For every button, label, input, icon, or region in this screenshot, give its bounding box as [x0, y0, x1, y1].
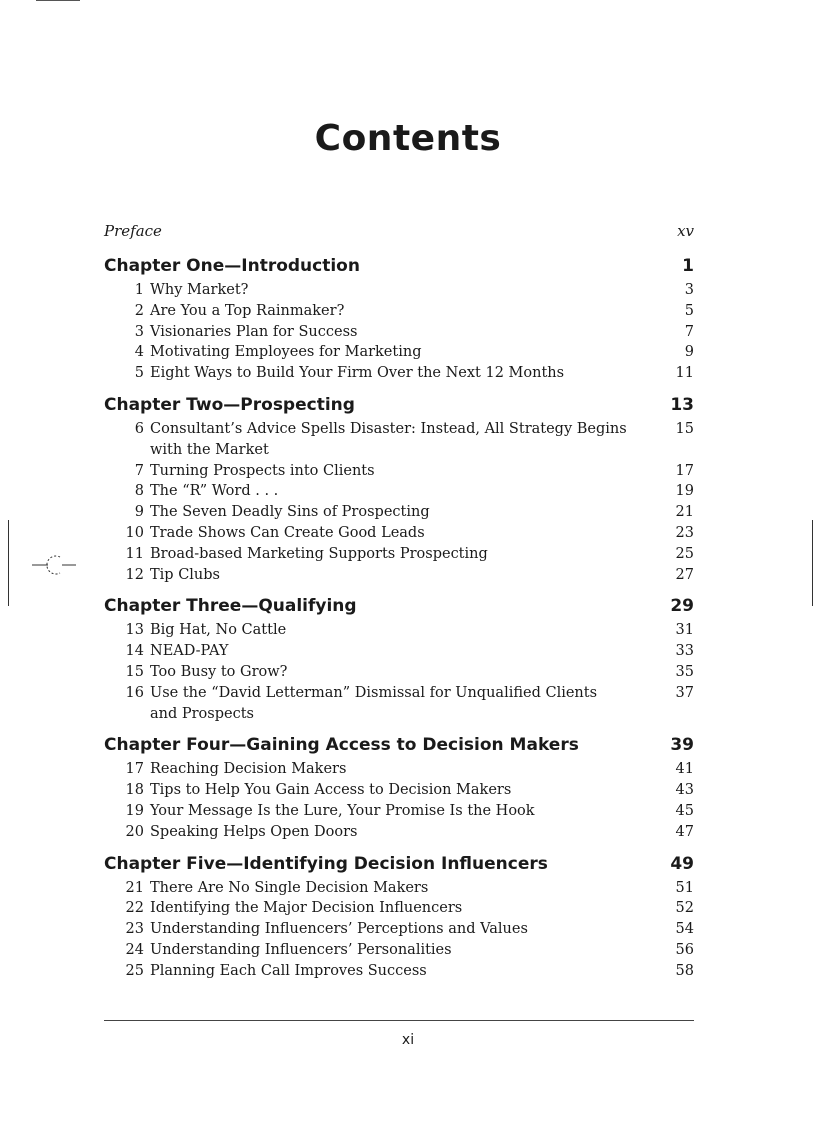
chapter-title: Chapter Five—Identifying Decision Influencers: [104, 853, 548, 874]
entry-number: 9: [134, 504, 144, 521]
entry-title: Planning Each Call Improves Success: [150, 962, 427, 979]
entry-page: 25: [675, 545, 694, 562]
page-number: xi: [401, 1032, 415, 1048]
toc-entry[interactable]: [104, 759, 694, 780]
entry-page: 51: [675, 879, 694, 896]
chapter-section: [104, 735, 694, 842]
entry-number: 23: [125, 921, 144, 938]
entry-number: 18: [125, 782, 144, 799]
chapter-title: Chapter Two—Prospecting: [104, 394, 355, 415]
entry-page: 15: [675, 420, 694, 437]
entry-page: 23: [675, 524, 694, 541]
chapter-heading[interactable]: [104, 395, 694, 419]
toc-entry[interactable]: [104, 780, 694, 801]
entry-page: 58: [675, 962, 694, 979]
entry-title: Speaking Helps Open Doors: [150, 823, 358, 840]
entry-title: Trade Shows Can Create Good Leads: [150, 524, 425, 541]
entry-page: 37: [675, 684, 694, 701]
chapter-heading[interactable]: [104, 596, 694, 620]
entry-page: 3: [684, 282, 694, 298]
toc-entry[interactable]: [104, 502, 694, 523]
registration-mark: [30, 553, 78, 577]
entry-title: Eight Ways to Build Your Firm Over the Next 12 Months: [150, 365, 565, 382]
entry-page: 33: [675, 643, 694, 660]
entry-number: 16: [125, 684, 144, 701]
entry-number: 1: [134, 282, 144, 298]
entry-title: Turning Prospects into Clients: [150, 462, 375, 479]
entry-title: Reaching Decision Makers: [150, 761, 347, 778]
chapter-heading[interactable]: [104, 256, 694, 280]
chapter-section: [104, 395, 694, 585]
entry-number: 10: [125, 524, 144, 541]
entry-page: 56: [675, 941, 694, 958]
entry-title: Consultant’s Advice Spells Disaster: Instead, All Strategy Begins with the Market: [150, 420, 627, 458]
footer-rule: [104, 1020, 694, 1021]
entry-page: 17: [675, 462, 694, 479]
toc-entry[interactable]: [104, 342, 694, 363]
entry-page: 54: [675, 921, 694, 938]
entry-title: The Seven Deadly Sins of Prospecting: [150, 504, 430, 521]
chapter-title: Chapter One—Introduction: [104, 256, 360, 276]
entry-title: Why Market?: [150, 282, 249, 298]
entry-number: 3: [134, 323, 144, 340]
chapter-page: 1: [682, 256, 694, 276]
entry-title: Visionaries Plan for Success: [150, 323, 358, 340]
toc-entry[interactable]: [104, 419, 694, 461]
entry-page: 45: [675, 802, 694, 819]
entry-page: 43: [675, 782, 694, 799]
chapter-title: Chapter Four—Gaining Access to Decision Makers: [104, 735, 579, 756]
chapter-list: [104, 256, 694, 982]
entry-number: 19: [125, 802, 144, 819]
entry-number: 24: [125, 941, 144, 958]
entry-number: 2: [134, 302, 144, 319]
toc-entry[interactable]: [104, 878, 694, 899]
entry-title: Identifying the Major Decision Influencers: [150, 900, 463, 917]
entry-title: Motivating Employees for Marketing: [150, 344, 422, 361]
preface-row[interactable]: [104, 222, 694, 244]
entry-number: 7: [134, 462, 144, 479]
entry-number: 12: [125, 566, 144, 583]
toc-entry[interactable]: [104, 801, 694, 822]
entry-number: 22: [125, 900, 144, 917]
table-of-contents: [104, 222, 694, 993]
entry-page: 5: [684, 302, 694, 319]
entry-number: 25: [125, 962, 144, 979]
crop-mark-right: [812, 520, 813, 606]
entry-number: 15: [125, 663, 144, 680]
entry-title: Tip Clubs: [150, 566, 220, 583]
entry-number: 17: [125, 761, 144, 778]
entry-page: 19: [675, 483, 694, 500]
entry-title: Understanding Influencers’ Personalities: [150, 941, 452, 958]
crop-mark-left: [8, 520, 9, 606]
toc-entry[interactable]: [104, 641, 694, 662]
toc-entry[interactable]: [104, 322, 694, 343]
chapter-section: [104, 596, 694, 724]
entry-title: Use the “David Letterman” Dismissal for Unqualified Clients and Prospects: [150, 684, 598, 722]
entry-number: 20: [125, 823, 144, 840]
entry-title: The “R” Word . . .: [150, 483, 279, 500]
entry-number: 5: [134, 365, 144, 382]
entry-number: 6: [134, 420, 144, 437]
chapter-page: 49: [670, 853, 694, 874]
toc-entry[interactable]: [104, 620, 694, 641]
entry-page: 35: [675, 663, 694, 680]
entry-title: There Are No Single Decision Makers: [150, 879, 429, 896]
entry-page: 31: [675, 622, 694, 639]
toc-entry[interactable]: [104, 822, 694, 843]
toc-entry[interactable]: [104, 919, 694, 940]
entry-title: Too Busy to Grow?: [150, 663, 288, 680]
entry-number: 11: [125, 545, 144, 562]
chapter-section: [104, 256, 694, 384]
entry-title: Big Hat, No Cattle: [150, 622, 287, 639]
entry-page: 9: [684, 344, 694, 361]
entry-number: 8: [134, 483, 144, 500]
toc-entry[interactable]: [104, 363, 694, 384]
entry-page: 52: [675, 900, 694, 917]
entry-page: 11: [675, 365, 694, 382]
toc-entry[interactable]: [104, 940, 694, 961]
chapter-page: 29: [670, 596, 694, 617]
toc-entry[interactable]: [104, 565, 694, 586]
entry-page: 21: [675, 504, 694, 521]
toc-entry[interactable]: [104, 481, 694, 502]
entry-title: Broad-based Marketing Supports Prospecting: [150, 545, 488, 562]
entry-page: 7: [684, 323, 694, 340]
entry-number: 4: [134, 344, 144, 361]
chapter-heading[interactable]: [104, 735, 694, 759]
entry-number: 13: [125, 622, 144, 639]
entry-page: 27: [675, 566, 694, 583]
chapter-heading[interactable]: [104, 854, 694, 878]
chapter-page: 39: [670, 735, 694, 756]
crop-mark-top: [36, 0, 80, 1]
chapter-page: 13: [670, 394, 694, 415]
preface-label: Preface: [104, 222, 162, 240]
entry-title: Your Message Is the Lure, Your Promise Is the Hook: [150, 802, 535, 819]
entry-title: Are You a Top Rainmaker?: [150, 302, 345, 319]
toc-entry[interactable]: [104, 523, 694, 544]
toc-entry[interactable]: [104, 301, 694, 322]
entry-title: Understanding Influencers’ Perceptions and Values: [150, 921, 528, 938]
preface-page: xv: [677, 222, 694, 240]
entry-page: 47: [675, 823, 694, 840]
chapter-section: [104, 854, 694, 982]
entry-page: 41: [675, 761, 694, 778]
toc-entry[interactable]: [104, 961, 694, 982]
toc-entry[interactable]: [104, 544, 694, 565]
toc-entry[interactable]: [104, 898, 694, 919]
page-title: Contents: [314, 118, 502, 159]
toc-entry[interactable]: [104, 280, 694, 301]
entry-number: 14: [125, 643, 144, 660]
chapter-title: Chapter Three—Qualifying: [104, 596, 357, 617]
entry-number: 21: [125, 879, 144, 896]
toc-entry[interactable]: [104, 683, 694, 725]
toc-entry[interactable]: [104, 461, 694, 482]
entry-title: Tips to Help You Gain Access to Decision Makers: [150, 782, 512, 799]
toc-entry[interactable]: [104, 662, 694, 683]
entry-title: NEAD-PAY: [150, 643, 229, 660]
